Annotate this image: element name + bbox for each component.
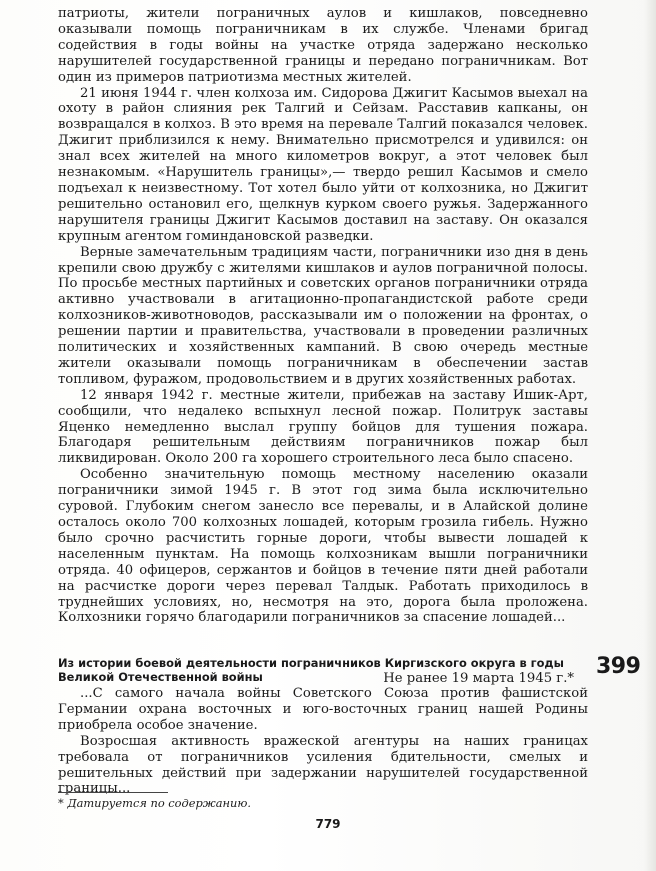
paragraph: Верные замечательным традициям части, пограничники изо дня в день крепили свою дружбу с жителями кишлаков и аулов пограничной полосы. По просьбе местных партийных и советских органов пограничники отряда активно участвовали в агитационно-пропагандистской работе среди колхозников-животноводов, рассказывали им о положении на фронтах, о решении партии и правительства, участвовали в проведении различных политических и хозяйственных кампаний. В свою очередь местные жители оказывали помощь пограничникам в обеспечении застав топливом, фуражом, продовольствием и в других хозяйственных работах. bbox=[58, 244, 588, 387]
paragraph: ...С самого начала войны Советского Союза против фашистской Германии охрана восточных и юго-восточных границ нашей Родины приобрела особое значение. bbox=[58, 686, 588, 733]
paragraph: 12 января 1942 г. местные жители, прибежав на заставу Ишик-Арт, сообщили, что недалеко вспыхнул лесной пожар. Политрук заставы Яценко немедленно выслал группу бойцов для тушения пожара. Благодаря решительным действиям пограничников пожар был ликвидирован. Около 200 га хорошего строительного леса было спасено. bbox=[58, 387, 588, 467]
document-number: 399 bbox=[596, 654, 641, 679]
document-body bbox=[58, 686, 588, 797]
paragraph: Особенно значительную помощь местному населению оказали пограничники зимой 1945 г. В этот год зима была исключительно суровой. Глубоким снегом занесло все перевалы, и в Алайской долине осталось около 700 колхозных лошадей, которым грозила гибель. Нужно было срочно расчистить горные дороги, чтобы вывести лошадей к населенным пунктам. На помощь колхозникам вышли пограничники отряда. 40 офицеров, сержантов и бойцов в течение пяти дней работали на расчистке дороги через перевал Талдык. Работать приходилось в труднейших условиях, но, несмотря на это, дорога была проложена. Колхозники горячо благодарили пограничников за спасение лошадей... bbox=[58, 467, 588, 626]
document-date: Не ранее 19 марта 1945 г.* bbox=[383, 671, 574, 686]
paragraph: 21 июня 1944 г. член колхоза им. Сидорова Джигит Касымов выехал на охоту в район слияния рек Талгий и Сейзам. Расставив капканы, он возвращался в колхоз. В это время на перевале Талгий показался человек. Джигит приблизился к нему. Внимательно присмотрелся и удивился: он знал всех жителей на много километров вокруг, а этот человек был незнакомым. «Нарушитель границы»,— твердо решил Касымов и смело подъехал к неизвестному. Тот хотел было уйти от колхозника, но Джигит решительно остановил его, щелкнув курком своего ружья. Задержанного нарушителя границы Джигит Касымов доставил на заставу. Он оказался крупным агентом гоминдановской разведки. bbox=[58, 85, 588, 244]
paragraph: патриоты, жители пограничных аулов и кишлаков, повседневно оказывали помощь пограничникам в их службе. Членами бригад содействия в годы войны на участке отряда задержано несколько нарушителей государственной границы и передано пограничникам. Вот один из примеров патриотизма местных жителей. bbox=[58, 6, 588, 85]
page-number: 779 bbox=[315, 817, 341, 831]
page-edge-shadow bbox=[644, 0, 656, 871]
intro-text bbox=[58, 6, 588, 626]
document-heading: Из истории боевой деятельности пограничников Киргизского округа в годы Великой Отечественной войны bbox=[58, 656, 564, 684]
paragraph: Возросшая активность вражеской агентуры на наших границах требовала от пограничников усиления бдительности, смелых и решительных действий при задержании нарушителей государственной границы... bbox=[58, 733, 588, 797]
footnote: * Датируется по содержанию. bbox=[58, 796, 252, 810]
footnote-rule bbox=[58, 792, 168, 793]
